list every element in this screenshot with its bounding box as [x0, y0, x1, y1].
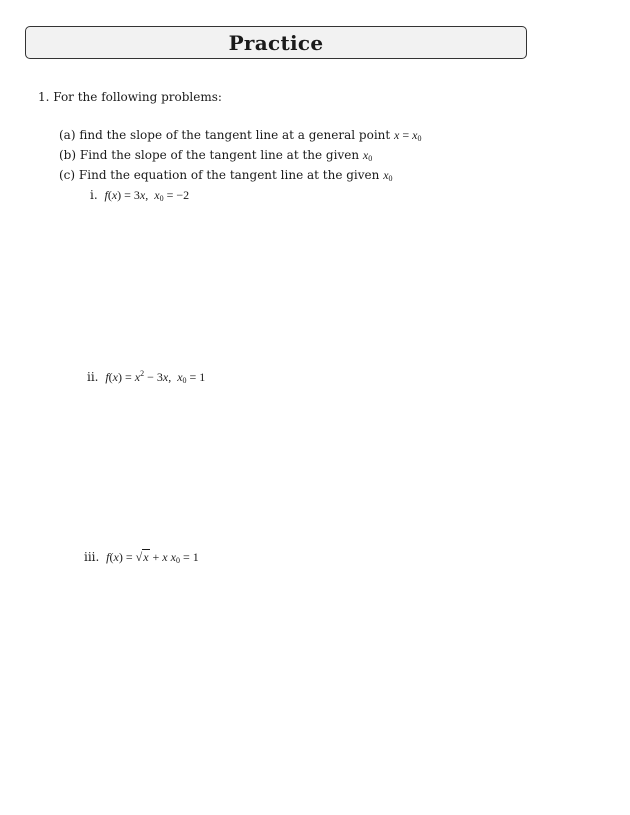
part-b-math: $x_0$	[362, 148, 373, 163]
part-b	[59, 148, 372, 162]
subproblem-ii-math: $f(x) = x^2 - 3x$, $x_0 = 1$	[105, 369, 206, 385]
problem-intro-text: For the following problems:	[53, 90, 222, 104]
part-b-label: (b)	[59, 148, 77, 162]
subproblem-i-math: f(x) = 3x, $x_0 = -2$	[104, 188, 190, 203]
part-c	[59, 168, 393, 182]
page-title: Practice	[228, 30, 324, 55]
part-c-text: Find the equation of the tangent line at the given	[78, 168, 380, 182]
subproblem-iii	[84, 550, 199, 564]
subproblem-i	[90, 188, 189, 202]
problem-1-intro-line	[38, 90, 222, 104]
subproblem-ii	[87, 370, 205, 384]
subproblem-iii-math: f(x) = √x + x $x_0 = 1$	[106, 550, 199, 565]
subproblem-ii-label: ii.	[87, 370, 99, 384]
part-c-math: $x_0$	[383, 168, 393, 183]
part-a-label: (a)	[59, 128, 76, 142]
subproblem-iii-label: iii.	[84, 550, 100, 564]
part-b-text: Find the slope of the tangent line at the given	[79, 148, 360, 162]
part-c-label: (c)	[59, 168, 76, 182]
part-a-math: $x = x_0$	[394, 128, 422, 143]
problem-number: 1.	[38, 90, 50, 104]
sqrt-symbol: √x	[135, 550, 149, 564]
part-a-text: find the slope of the tangent line at a general point	[79, 128, 391, 142]
title-box	[25, 26, 527, 59]
subproblem-i-label: i.	[90, 188, 98, 202]
part-a	[59, 128, 421, 142]
